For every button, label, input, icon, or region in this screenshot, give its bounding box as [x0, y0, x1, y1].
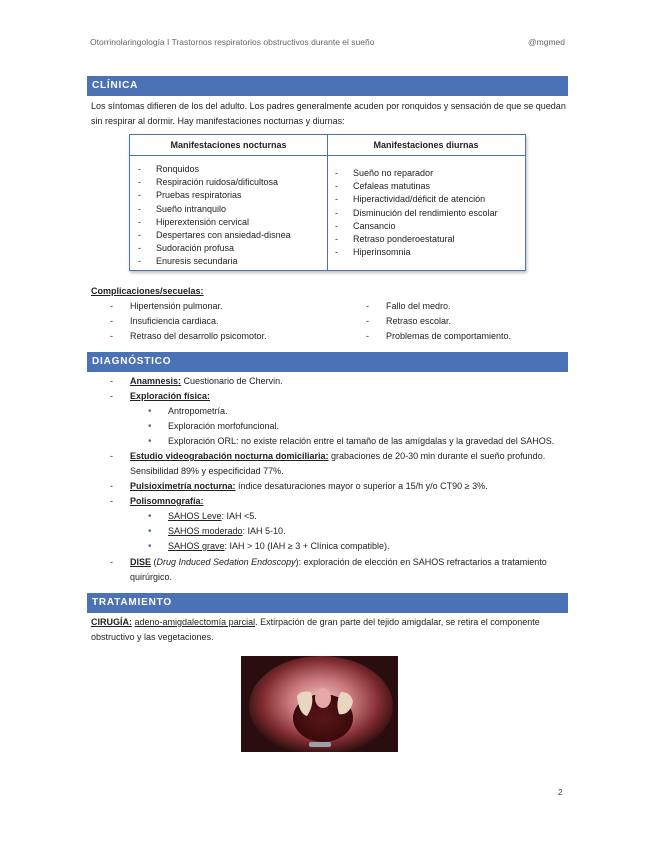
table-header-nocturnas: Manifestaciones nocturnas — [130, 135, 328, 156]
section-clinica-title: CLÍNICA — [87, 76, 568, 96]
dise-text: : exploración de elección en SAHOS refractarios a tratamiento — [298, 557, 547, 567]
list-item: - Sueño intranquilo — [156, 203, 291, 216]
anamnesis-text: Cuestionario de Chervin. — [181, 376, 283, 386]
table-header-diurnas: Manifestaciones diurnas — [327, 135, 525, 156]
cirugia-text: . Extirpación de gran parte del tejido amigdalar, se retira el componente — [255, 617, 540, 627]
video-label: Estudio videograbación nocturna domiciliaria: — [130, 451, 329, 461]
sahos-term: SAHOS moderado — [168, 526, 243, 536]
pulsioximetria-text: índice desaturaciones mayor o superior a 15/h y/o CT90 ≥ 3%. — [235, 481, 488, 491]
sahos-text: : IAH 5-10. — [242, 526, 286, 536]
clinica-intro: Los síntomas difieren de los del adulto. Los padres generalmente acuden por ronquidos y sensación de que se quedan sin respirar al dormir. Hay manifestaciones nocturnas y diurnas: — [91, 101, 566, 126]
list-item: - Fallo del medro. — [386, 299, 451, 314]
list-item: - Retraso escolar. — [386, 314, 451, 329]
manifestaciones-table — [129, 134, 526, 271]
list-item: - Cefaleas matutinas — [353, 180, 498, 193]
pulsioximetria-label: Pulsioximetría nocturna: — [130, 481, 236, 491]
list-item: - Respiración ruidosa/dificultosa — [156, 176, 291, 189]
section-tratamiento-title: TRATAMIENTO — [87, 593, 568, 613]
tonsillectomy-photo — [241, 656, 398, 752]
cirugia-label: CIRUGÍA: — [91, 617, 132, 627]
list-item — [168, 509, 257, 524]
list-item: - Sueño no reparador — [353, 167, 498, 180]
list-item: • Exploración ORL: no existe relación entre el tamaño de las amígdalas y la gravedad del SAHOS. — [168, 434, 554, 449]
cirugia-paragraph — [91, 615, 569, 630]
list-item: - Retraso del desarrollo psicomotor. — [130, 329, 267, 344]
list-item: - Enuresis secundaria — [156, 255, 291, 268]
list-item: - Hiperactividad/déficit de atención — [353, 193, 498, 206]
video-item — [130, 449, 545, 464]
exploracion-label: Exploración física: — [130, 391, 211, 401]
dise-fullname: Drug Induced Sedation Endoscopy — [156, 557, 296, 567]
video-text: grabaciones de 20-30 min durante el sueño profundo. — [328, 451, 546, 461]
sahos-text: : IAH > 10 (IAH ≥ 3 + Clínica compatible). — [224, 541, 390, 551]
page-number: 2 — [558, 787, 563, 797]
header-title: Otorrinolaringología I Trastornos respiratorios obstructivos durante el sueño — [90, 37, 375, 47]
list-item — [168, 524, 286, 539]
list-item: - Retraso ponderoestatural — [353, 233, 498, 246]
list-item — [168, 539, 390, 554]
list-item: - Ronquidos — [156, 163, 291, 176]
exploracion-item — [130, 389, 210, 404]
list-item: - Hiperinsomnia — [353, 246, 498, 259]
video-text-2: Sensibilidad 89% y especificidad 77%. — [130, 466, 284, 476]
diurnas-list — [353, 167, 498, 259]
cirugia-text-2: obstructivo y las vegetaciones. — [91, 632, 214, 642]
page-header — [90, 37, 565, 47]
list-item: - Insuficiencia cardiaca. — [130, 314, 219, 329]
nocturnas-list — [156, 163, 291, 269]
list-item: • Antropometría. — [168, 404, 228, 419]
list-item: • Exploración morfofuncional. — [168, 419, 279, 434]
list-item: - Cansancio — [353, 220, 498, 233]
anamnesis-item — [130, 374, 283, 389]
header-handle: @mgmed — [528, 37, 565, 47]
list-item: - Pruebas respiratorias — [156, 189, 291, 202]
list-item: - Hiperextensión cervical — [156, 216, 291, 229]
section-diagnostico-title: DIAGNÓSTICO — [87, 352, 568, 372]
anamnesis-label: Anamnesis: — [130, 376, 182, 386]
list-item: - Disminución del rendimiento escolar — [353, 207, 498, 220]
list-item: - Problemas de comportamiento. — [386, 329, 511, 344]
sahos-text: : IAH <5. — [221, 511, 257, 521]
list-item: - Hipertensión pulmonar. — [130, 299, 223, 314]
sahos-term: SAHOS Leve — [168, 511, 222, 521]
complicaciones-title: Complicaciones/secuelas: — [91, 286, 204, 296]
list-item: - Despertares con ansiedad-disnea — [156, 229, 291, 242]
sahos-term: SAHOS grave — [168, 541, 225, 551]
dise-item: - DISE (Drug Induced Sedation Endoscopy): exploración de elección en SAHOS refractarios a tratamiento — [130, 555, 547, 570]
cirugia-term: adeno-amigdalectomía parcial — [134, 617, 256, 627]
polisomnografia-label: Polisomnografía: — [130, 496, 204, 506]
dise-label: DISE — [130, 557, 152, 567]
pulsioximetria-item — [130, 479, 488, 494]
list-item: - Sudoración profusa — [156, 242, 291, 255]
dise-text-2: quirúrgico. — [130, 572, 173, 582]
polisomnografia-item — [130, 494, 204, 509]
